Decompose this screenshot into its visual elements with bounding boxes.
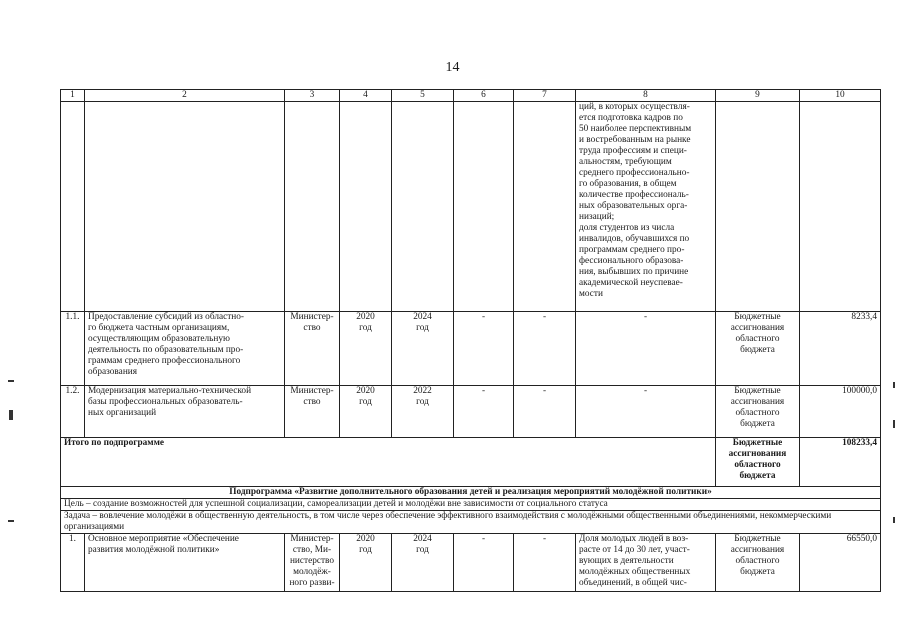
indicator-text: Доля молодых людей в воз- расте от 14 до 30 лет, участ- вующих в деятельности молодёжных общественных объединений, в общей чис-	[576, 534, 716, 592]
subprogram-task: Задача – вовлечение молодёжи в общественную деятельность, в том числе через обеспечение эффективного взаимодействия с молодёжными общественными объединениями, некоммерческими организациями	[61, 511, 881, 534]
table-row	[61, 534, 881, 592]
cell-dash: -	[454, 312, 514, 386]
executor: Министер- ство	[285, 386, 340, 438]
scan-mark	[8, 520, 14, 522]
column-header: 10	[800, 90, 881, 102]
column-header: 9	[716, 90, 800, 102]
scan-mark	[893, 517, 895, 523]
subprogram-title: Подпрограмма «Развитие дополнительного образования детей и реализация мероприятий молодёжной политики»	[61, 487, 881, 499]
start-year: 2020 год	[340, 386, 392, 438]
scan-mark	[893, 382, 895, 388]
total-row	[61, 438, 881, 487]
funding-amount: 100000,0	[800, 386, 881, 438]
column-header: 5	[392, 90, 454, 102]
cell-dash: -	[514, 312, 576, 386]
cell-dash: -	[576, 386, 716, 438]
scan-mark	[893, 420, 895, 428]
start-year: 2020 год	[340, 312, 392, 386]
indicator-text: ций, в которых осуществля- ется подготовка кадров по 50 наиболее перспективным и востребованным на рынке труда профессиям и специ- альностям, требующим среднего профессионально- го образования, в общем количестве профессиональ- ных образовательных орга- низаций; доля студентов из числа инвалидов, обучавшихся по программам среднего про- фессионального образова- ния, выбывших по причине академической неуспевае- мости	[576, 102, 716, 312]
scan-mark	[9, 410, 13, 420]
column-header: 2	[85, 90, 285, 102]
total-amount: 108233,4	[800, 438, 881, 487]
subprogram-title-row	[61, 487, 881, 499]
row-number: 1.	[61, 534, 85, 592]
column-header: 6	[454, 90, 514, 102]
activity-name: Основное мероприятие «Обеспечение развития молодёжной политики»	[85, 534, 285, 592]
total-label: Итого по подпрограмме	[61, 438, 716, 487]
funding-source: Бюджетные ассигнования областного бюджета	[716, 386, 800, 438]
table-row	[61, 386, 881, 438]
cell-dash: -	[454, 386, 514, 438]
end-year: 2022 год	[392, 386, 454, 438]
end-year: 2024 год	[392, 312, 454, 386]
funding-source: Бюджетные ассигнования областного бюджета	[716, 312, 800, 386]
table-row	[61, 312, 881, 386]
executor: Министер- ство	[285, 312, 340, 386]
start-year: 2020 год	[340, 534, 392, 592]
cell-dash: -	[514, 534, 576, 592]
cell-dash: -	[514, 386, 576, 438]
continuation-row	[61, 102, 881, 312]
column-header-row	[61, 90, 881, 102]
row-number: 1.2.	[61, 386, 85, 438]
column-header: 8	[576, 90, 716, 102]
funding-amount: 8233,4	[800, 312, 881, 386]
activity-name: Модернизация материально-технической базы профессиональных образователь- ных организаций	[85, 386, 285, 438]
executor: Министер- ство, Ми- нистерство молодёж- ного разви-	[285, 534, 340, 592]
program-table	[60, 89, 881, 592]
column-header: 1	[61, 90, 85, 102]
activity-name: Предоставление субсидий из областно- го бюджета частным организациям, осуществляющим образовательную деятельность по образовательным про- граммам среднего профессионального образования	[85, 312, 285, 386]
row-number: 1.1.	[61, 312, 85, 386]
goal-row	[61, 499, 881, 511]
column-header: 7	[514, 90, 576, 102]
task-row	[61, 511, 881, 534]
total-funding-source: Бюджетные ассигнования областного бюджета	[716, 438, 800, 487]
funding-source: Бюджетные ассигнования областного бюджета	[716, 534, 800, 592]
cell-dash: -	[454, 534, 514, 592]
column-header: 4	[340, 90, 392, 102]
subprogram-goal: Цель – создание возможностей для успешной социализации, самореализации детей и молодёжи вне зависимости от социального статуса	[61, 499, 881, 511]
end-year: 2024 год	[392, 534, 454, 592]
page-number: 14	[445, 60, 460, 75]
funding-amount: 66550,0	[800, 534, 881, 592]
scan-mark	[8, 380, 14, 382]
cell-dash: -	[576, 312, 716, 386]
column-header: 3	[285, 90, 340, 102]
